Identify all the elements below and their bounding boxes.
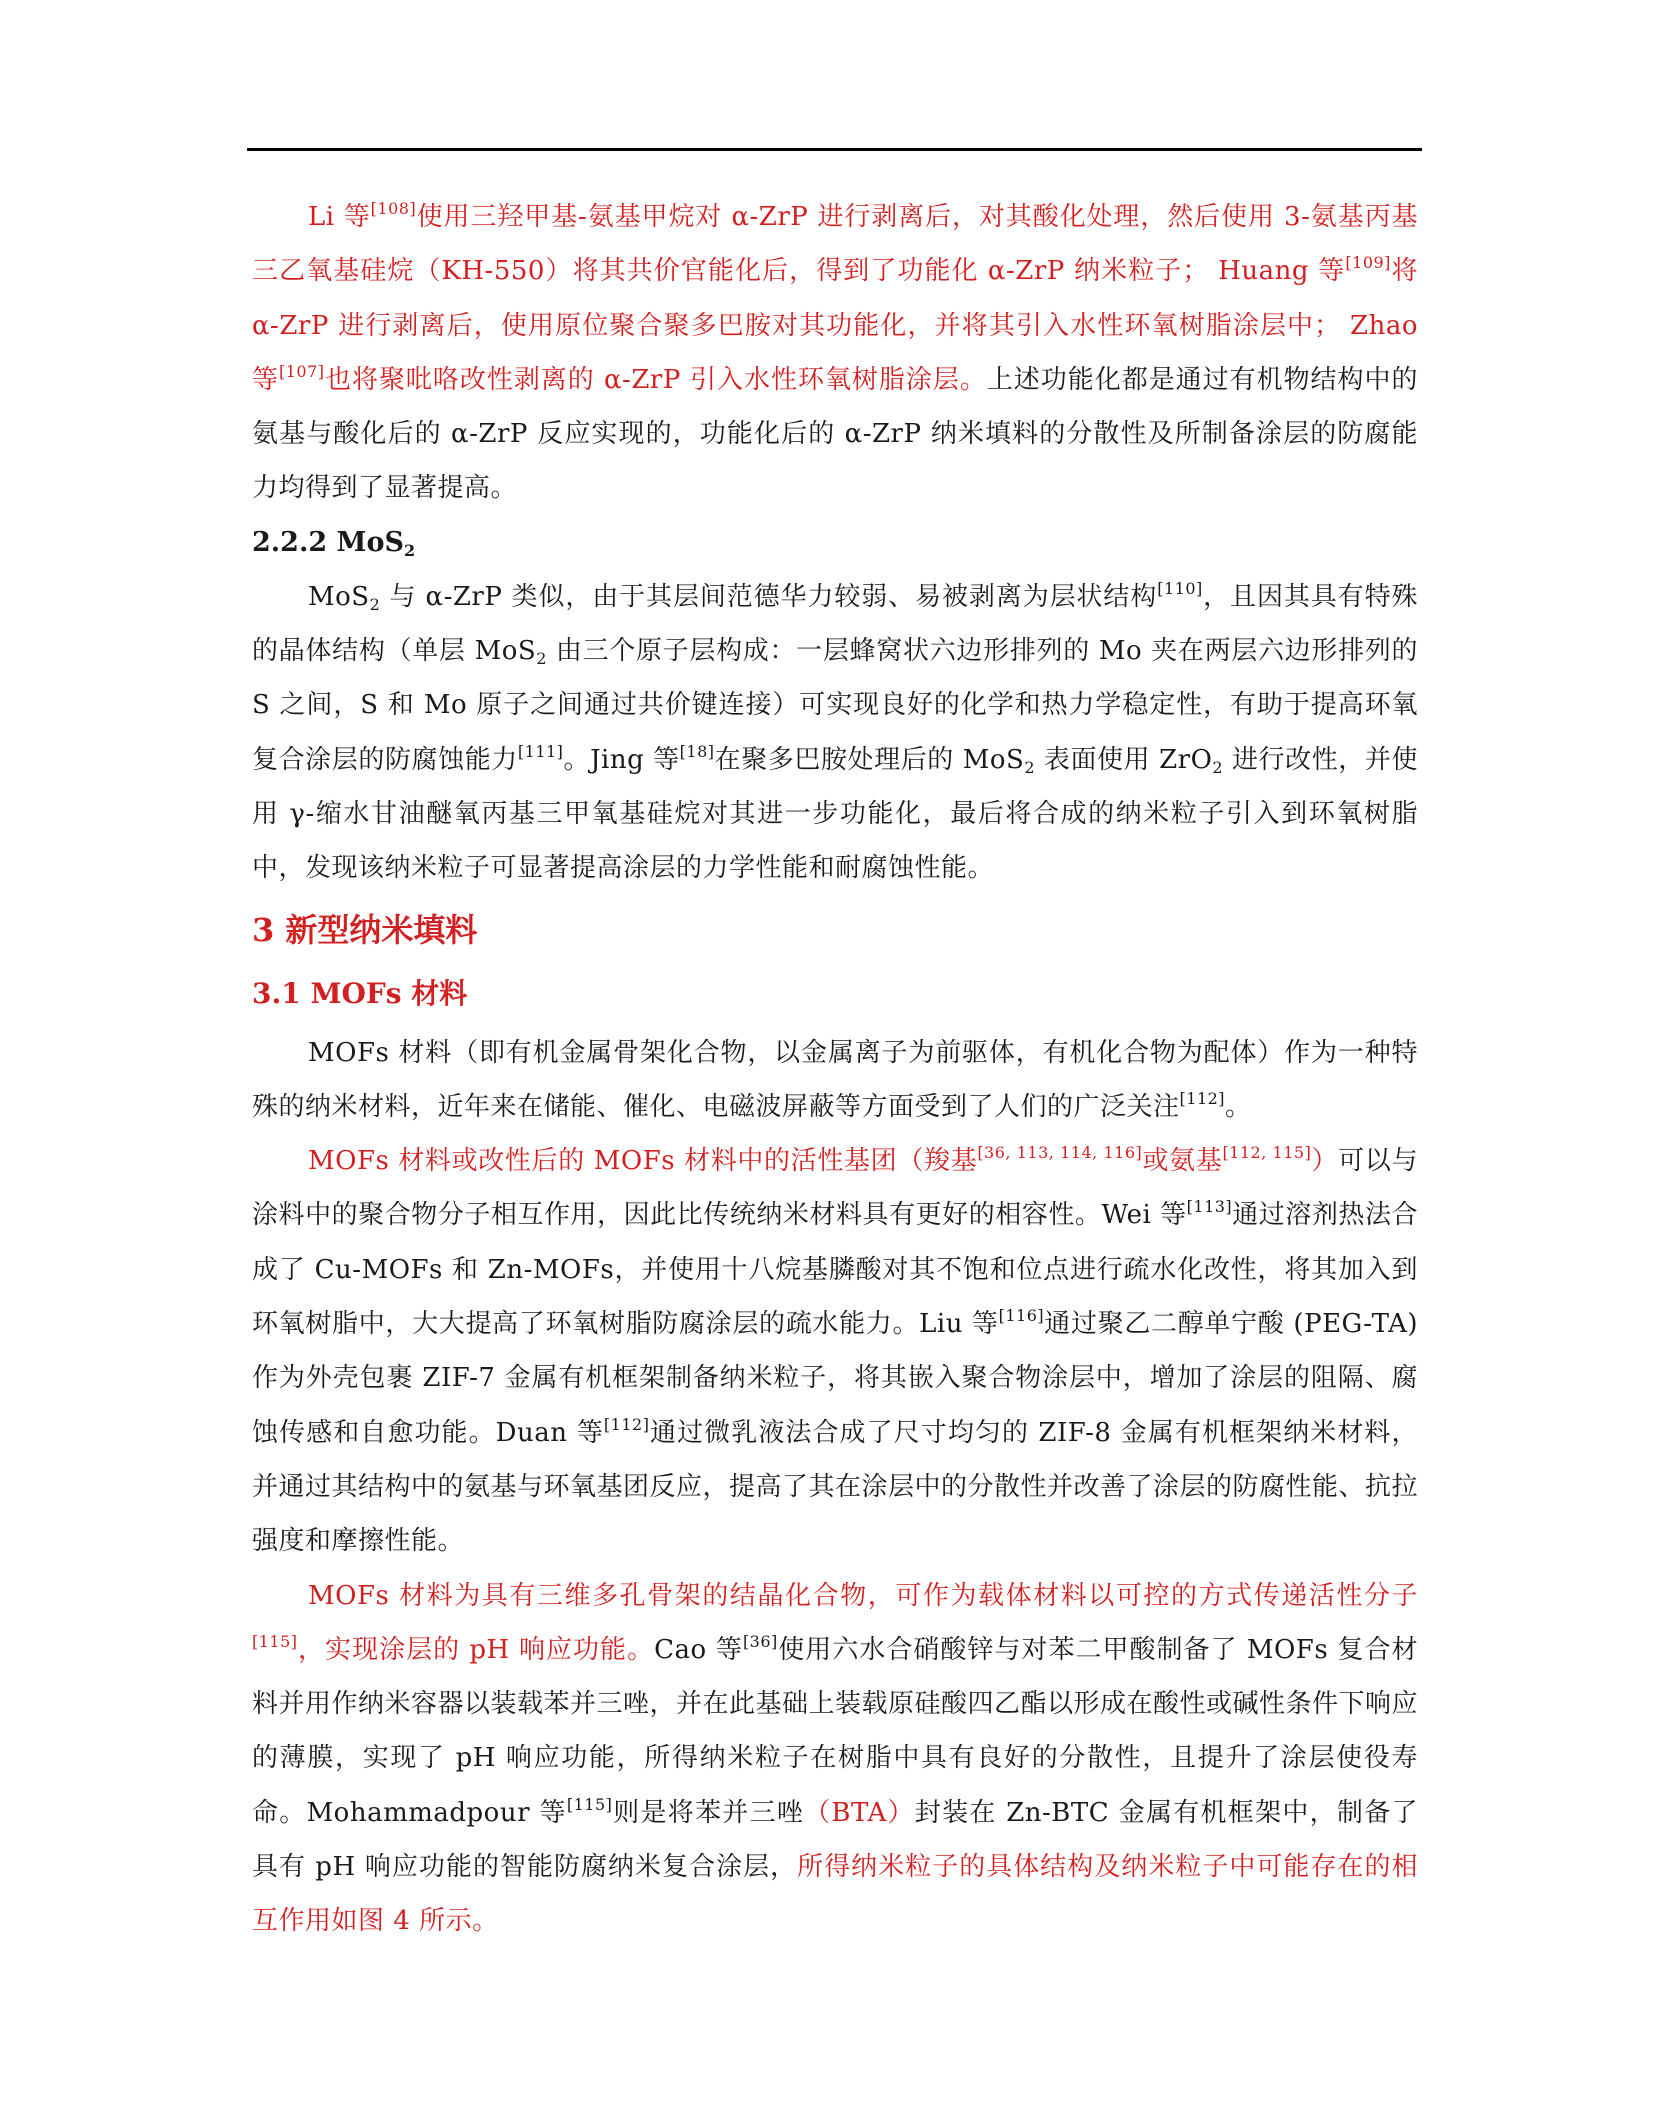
text-run: 表面使用 ZrO [1035,744,1213,775]
citation: [107] [278,361,325,381]
citation: [112] [1179,1088,1226,1108]
paragraph-mofs-active-groups [252,1134,1418,1568]
text-run: MOFs 材料为具有三维多孔骨架的结晶化合物，可作为载体材料以可控的方式传递活性分子 [308,1580,1418,1611]
text-run: 可以与涂料中的聚合物分子相互作用，因此比传统纳米材料具有更好的相容性。Wei 等 [252,1146,1418,1231]
subsection-heading-mofs: 3.1 MOFs 材料 [252,976,468,1010]
text-run: Li 等 [308,202,371,232]
subscript: 2 [536,649,547,669]
text-run: 通过微乳液法合成了尺寸均匀的 ZIF-8 金属有机框架纳米材料，并通过其结构中的氨基与环氧基团反应，提高了其在涂层中的分散性并改善了涂层的防腐性能、抗拉强度和摩擦性能。 [252,1417,1419,1557]
subscript: 2 [369,594,381,614]
text-run: ） [1311,1146,1339,1177]
paragraph-mofs-ph-response [252,1569,1418,1949]
paragraph-mofs-intro [252,1026,1418,1135]
subscript: 2 [1212,757,1224,777]
citation: [36] [742,1631,778,1651]
text-run: 或氨基 [1142,1146,1223,1177]
subsection-heading-mos2 [252,516,1418,570]
highlighted-text [308,1143,1339,1177]
text-run: ，实现涂层的 pH 响应功能。 [297,1634,655,1665]
text-run: 在聚多巴胺处理后的 MoS [714,744,1025,775]
text-run: 进行改性，并使用 γ-缩水甘油醚氧丙基三甲氧基硅烷对其进一步功能化，最后将合成的纳米粒子引入到环氧树脂中，发现该纳米粒子可显著提高涂层的力学性能和耐腐蚀性能。 [252,744,1418,884]
text-run: 封装在 Zn-BTC 金属有机框架中，制备了具有 pH 响应功能的智能防腐纳米复合涂层， [252,1797,1418,1883]
text-run: MOFs 材料（即有机金属骨架化合物，以金属离子为前驱体，有机化合物为配体）作为一种特殊的纳米材料，近年来在储能、催化、电磁波屏蔽等方面受到了人们的广泛关注 [252,1037,1418,1122]
citation: [108] [370,199,417,218]
page-body [252,190,1418,1949]
citation: [110] [1157,578,1203,598]
text-run: MoS [308,581,370,612]
text-run: 将 α-ZrP 进行剥离后，使用原位聚合聚多巴胺对其功能化，并将其引入水性环氧树脂涂层中； Zhao 等 [252,256,1418,395]
citation: [18] [679,741,715,761]
citation: [36, 113, 114, 116] [977,1143,1143,1163]
text-run: 则是将苯并三唑 [612,1797,805,1828]
subscript: 2 [403,540,416,560]
header-rule [247,148,1422,151]
text-run: 也将聚吡咯改性剥离的 α-ZrP 引入水性环氧树脂涂层。 [324,364,987,395]
citation: [109] [1345,253,1391,273]
citation: [115] [566,1794,613,1814]
text-run: 。Jing 等 [563,744,680,775]
heading-text: 2.2.2 MoS [252,526,404,558]
citation: [116] [998,1306,1045,1326]
text-run: 由三个原子层构成：一层蜂窝状六边形排列的 Mo 夹在两层六边形排列的 S 之间，S 和 Mo 原子之间通过共价键连接）可实现良好的化学和热力学稳定性，有助于提高环氧复合涂层的防腐蚀能力 [252,636,1418,775]
text-run: MOFs 材料或改性后的 MOFs 材料中的活性基团（羧基 [308,1146,978,1177]
highlighted-text: （BTA） [804,1797,915,1828]
text-run: 使用三羟甲基-氨基甲烷对 α-ZrP 进行剥离后，对其酸化处理，然后使用 3-氨基丙基三乙氧基硅烷（KH-550）将其共价官能化后，得到了功能化 α-ZrP 纳米粒子； Huang 等 [252,202,1418,287]
text-run: ，且因其具有特殊的晶体结构（单层 MoS [252,581,1418,667]
citation: [112] [603,1414,650,1434]
text-run: 。 [1225,1091,1252,1122]
text-run: Cao 等 [654,1634,743,1665]
text-run: 使用六水合硝酸锌与对苯二甲酸制备了 MOFs 复合材料并用作纳米容器以装载苯并三唑，并在此基础上装载原硅酸四乙酯以形成在酸性或碱性条件下响应的薄膜，实现了 pH 响应功能，所得纳米粒子在树脂中具有良好的分散性，且提升了涂层使役寿命。Mohammadpour 等 [252,1634,1419,1828]
text-run: 通过聚乙二醇单宁酸 (PEG-TA) 作为外壳包裹 ZIF-7 金属有机框架制备纳米粒子，将其嵌入聚合物涂层中，增加了涂层的阻隔、腐蚀传感和自愈功能。Duan 等 [252,1309,1418,1448]
paragraph-mos2 [252,570,1418,896]
citation: [115] [252,1631,298,1651]
citation: [111] [517,741,564,761]
citation: [112, 115] [1222,1143,1312,1163]
subscript: 2 [1024,757,1036,777]
citation: [113] [1186,1197,1233,1217]
text-run: 上述功能化都是通过有机物结构中的氨基与酸化后的 α-ZrP 反应实现的，功能化后的 α-ZrP 纳米填料的分散性及所制备涂层的防腐能力均得到了显著提高。 [252,364,1418,504]
text-run: 通过溶剂热法合成了 Cu-MOFs 和 Zn-MOFs，并使用十八烷基膦酸对其不饱和位点进行疏水化改性，将其加入到环氧树脂中，大大提高了环氧树脂防腐涂层的疏水能力。Liu 等 [252,1200,1418,1340]
section-heading-new-nanofillers: 3 新型纳米填料 [252,910,478,949]
paragraph-zrp-functionalization [252,190,1418,516]
highlighted-text: 所得纳米粒子的具体结构及纳米粒子中可能存在的相互作用如图 4 所示。 [252,1852,1418,1937]
text-run: 与 α-ZrP 类似，由于其层间范德华力较弱、易被剥离为层状结构 [380,581,1158,612]
